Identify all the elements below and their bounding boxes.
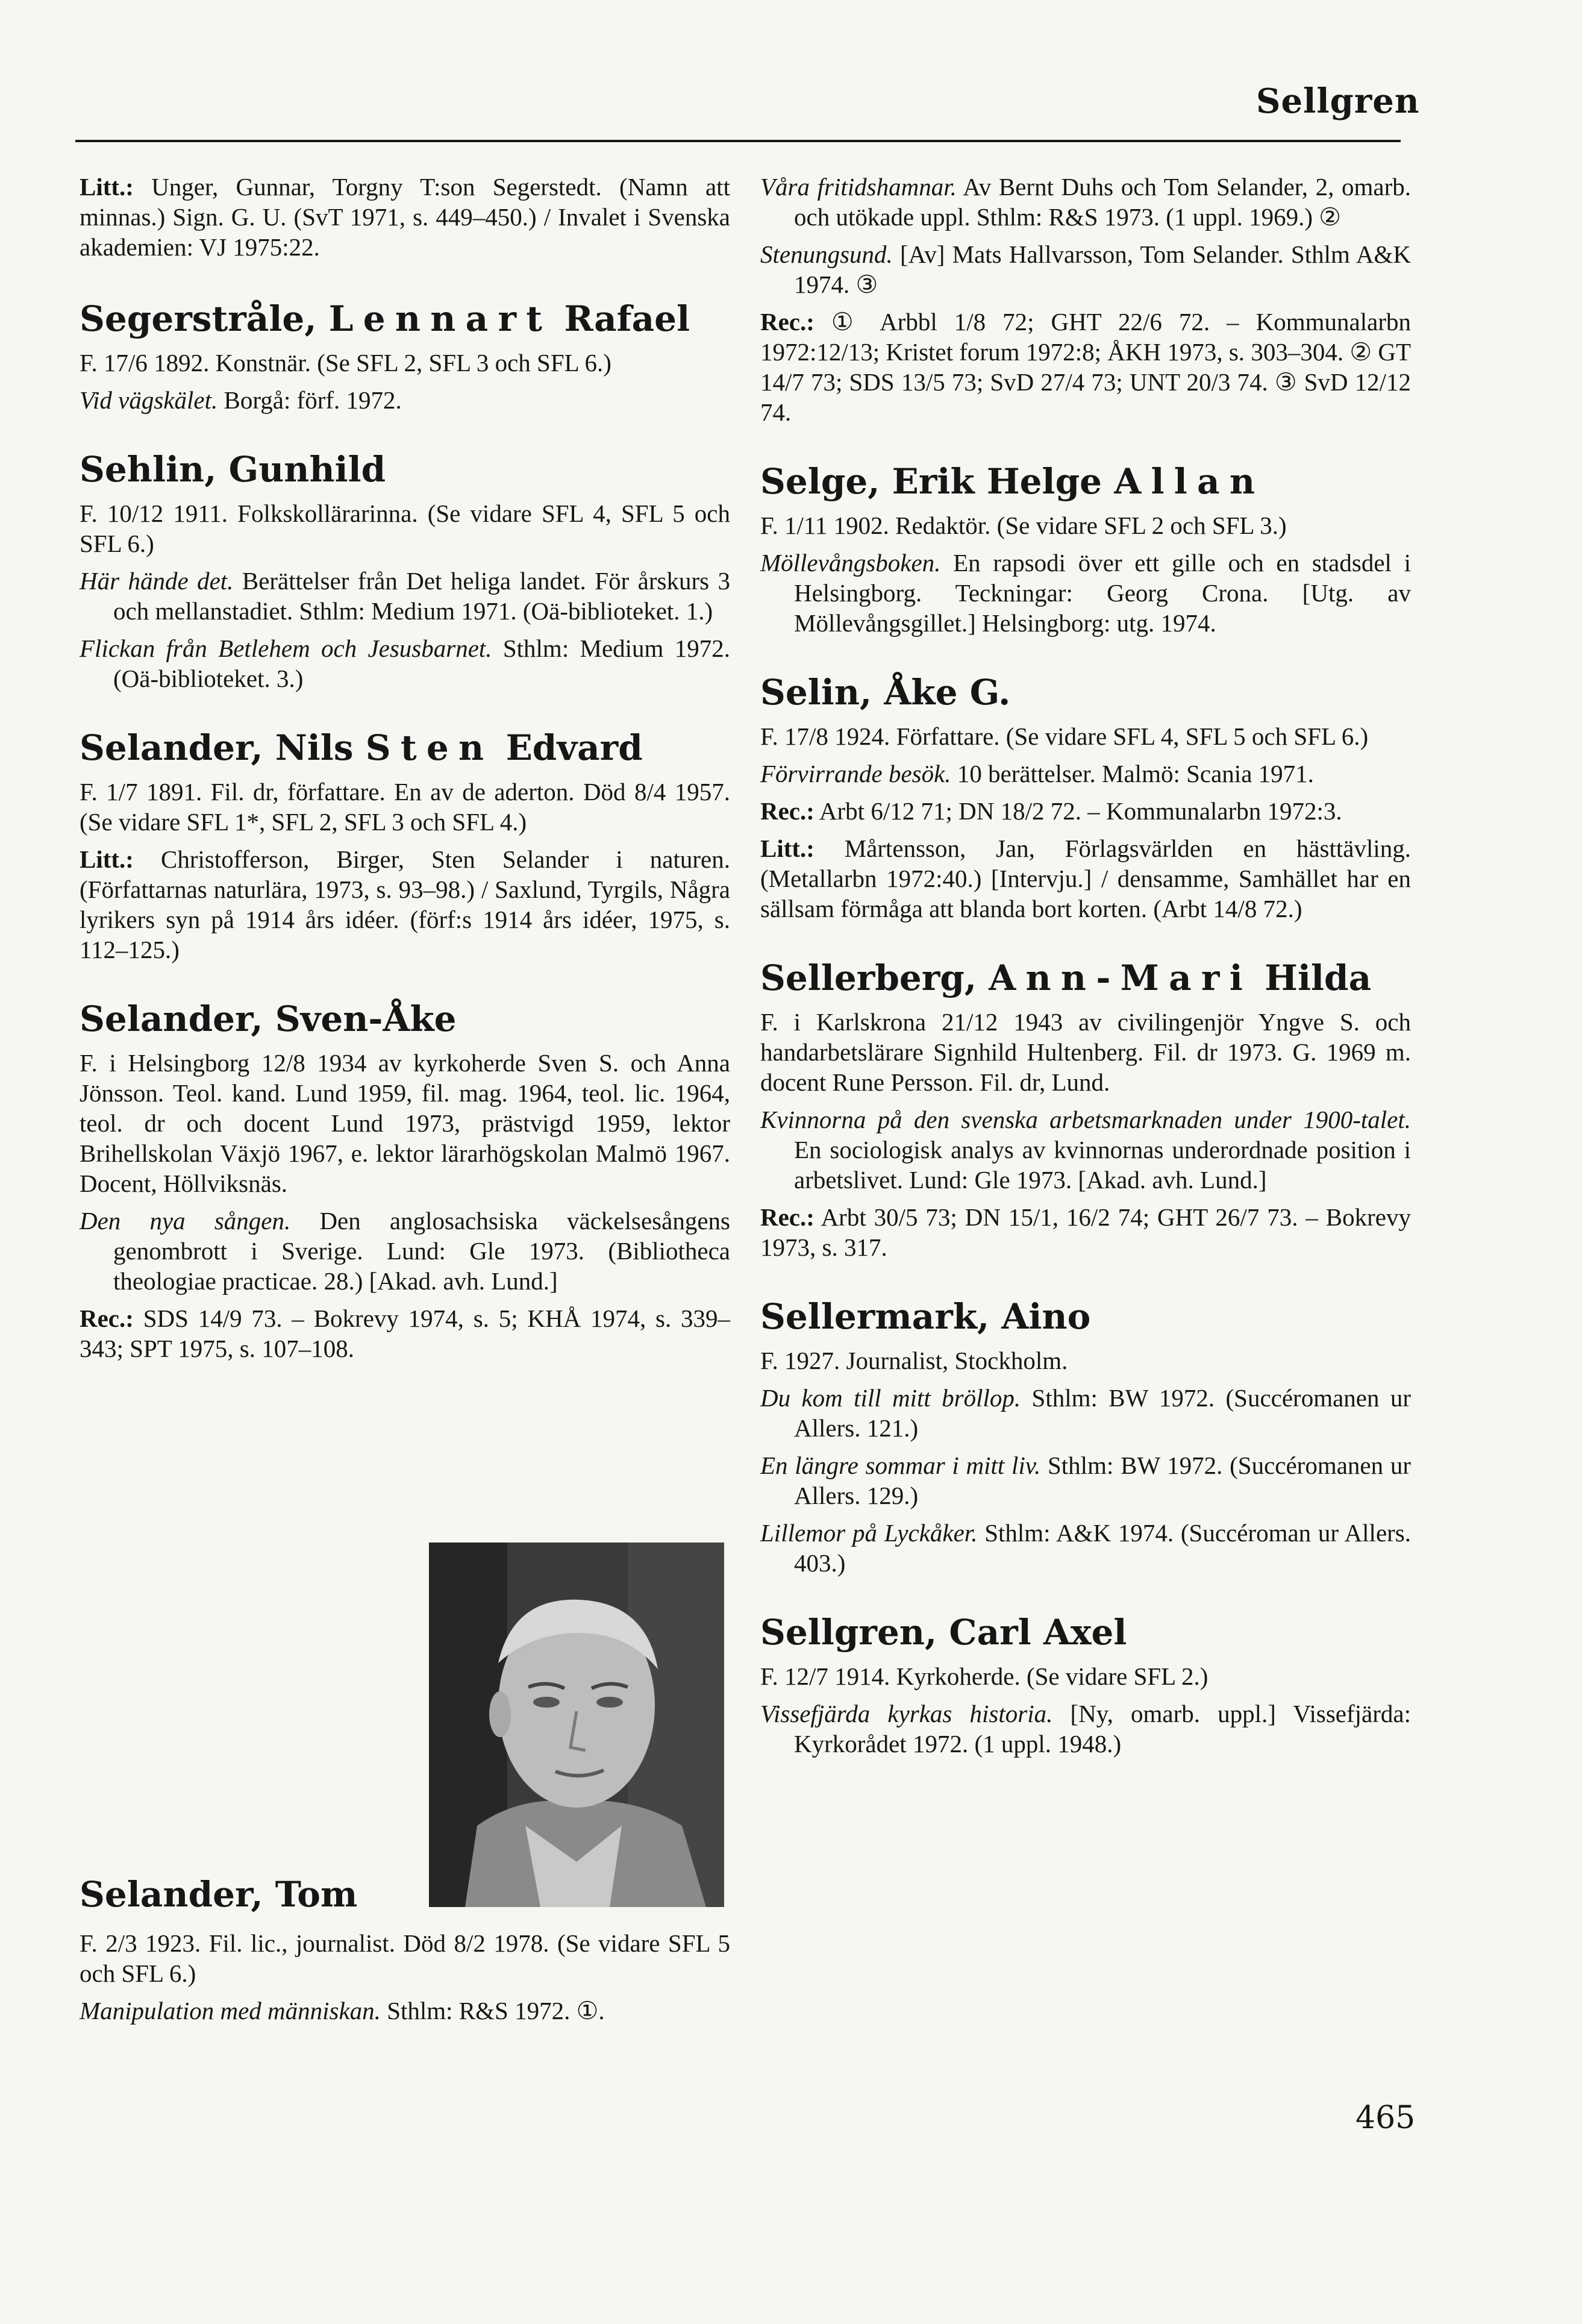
name-spaced: Allan (1114, 461, 1265, 502)
work-details: Sthlm: A&K 1974. (Succéroman ur Allers. 403.) (794, 1519, 1411, 1577)
right-column (760, 172, 1411, 1793)
rec-label: Rec.: (760, 308, 814, 336)
work-details: Sthlm: Medium 1972. (Oä-biblioteket. 3.) (113, 634, 730, 692)
entry-heading (760, 957, 1411, 998)
work-title: Flickan från Betlehem och Jesusbarnet. (80, 634, 492, 662)
work-title: Du kom till mitt bröllop. (760, 1384, 1021, 1412)
work (80, 633, 730, 694)
work-title: Kvinnorna på den svenska arbetsmarknaden under 1900-talet. (760, 1106, 1411, 1133)
work (760, 1518, 1411, 1578)
entry-heading (80, 727, 730, 768)
portrait-photo (429, 1543, 724, 1907)
name-part: Edvard (493, 727, 643, 768)
litt-text: Christofferson, Birger, Sten Selander i naturen. (Författarnas naturlära, 1973, s. 93–98.) / Saxlund, Tyrgils, Några lyrikers syn på 1914 års idéer. (förf:s 1914 års idéer, 1975, s. 112–125.) (80, 845, 730, 963)
bio: F. 2/3 1923. Fil. lic., journalist. Död 8/2 1978. (Se vidare SFL 5 och SFL 6.) (80, 1929, 730, 1987)
work-title: Den nya sången. (80, 1207, 291, 1235)
litt-text: Unger, Gunnar, Torgny T:son Segerstedt. (Namn att minnas.) Sign. G. U. (SvT 1971, s. 449–450.) / Invalet i Svenska akademien: VJ 1975:22. (80, 173, 731, 261)
bio: F. 1927. Journalist, Stockholm. (760, 1347, 1068, 1374)
bio: F. i Helsingborg 12/8 1934 av kyrkoherde Sven S. och Anna Jönsson. Teol. kand. Lund 1959, fil. mag. 1964, teol. lic. 1964, teol. dr och docent Lund 1973, prästvigd 1959, lektor Brihellskolan Växjö 1967, e. lektor lärarhögskolan Malmö 1967. Docent, Höllviksnäs. (80, 1049, 730, 1197)
work (80, 1996, 730, 2026)
work (80, 1206, 730, 1296)
entry-sehlin (80, 449, 730, 694)
entry-sellermark (760, 1296, 1411, 1578)
work-details: 10 berättelser. Malmö: Scania 1971. (951, 760, 1314, 788)
rec-line (760, 1202, 1411, 1262)
bio: F. 1/7 1891. Fil. dr, författare. En av de aderton. Död 8/4 1957. (Se vidare SFL 1*, SFL 2, SFL 3 och SFL 4.) (80, 778, 730, 836)
work-details: Sthlm: BW 1972. (Succéromanen ur Allers. 121.) (794, 1384, 1412, 1442)
rec-line (80, 1303, 730, 1364)
rec-label: Rec.: (760, 1203, 814, 1231)
work-title: Vid vägskälet. (80, 386, 218, 414)
work-details: Av Bernt Duhs och Tom Selander, 2, omarb. och utökade uppl. Sthlm: R&S 1973. (1 uppl. 1969.) ② (794, 173, 1411, 231)
work (80, 385, 730, 415)
litt-label: Litt.: (80, 845, 134, 873)
litt-line: Litt.: Unger, Gunnar, Torgny T:son Segerstedt. (Namn att minnas.) Sign. G. U. (SvT 1971, s. 449–450.) / Invalet i Svenska akademien: VJ 1975:22. (80, 173, 731, 261)
name-part: Selge, Erik Helge (760, 461, 1115, 502)
work-details: [Ny, omarb. uppl.] Vissefjärda: Kyrkorådet 1972. (1 uppl. 1948.) (794, 1700, 1411, 1758)
name-spaced: Ann-Mari (989, 957, 1252, 998)
entry-selin (760, 672, 1411, 924)
bio: F. i Karlskrona 21/12 1943 av civilingenjör Yngve S. och handarbetslärare Signhild Hultenberg. Fil. dr 1973. G. 1969 m. docent Rune Persson. Fil. dr, Lund. (760, 1008, 1411, 1096)
entry-segerstedt-litt (80, 172, 730, 262)
name-part: Selander, Nils (80, 727, 366, 768)
entry-heading: Selin, Åke G. (760, 672, 1011, 713)
entry-heading: Sellgren, Carl Axel (760, 1612, 1127, 1653)
rec-line (760, 796, 1411, 826)
name-spaced: Lennart (328, 298, 552, 339)
work (760, 1383, 1411, 1443)
work (760, 1699, 1411, 1759)
rec-line (760, 307, 1411, 427)
entry-sellgren (760, 1612, 1411, 1759)
name-part: Sellerberg, (760, 957, 989, 998)
work-details: Sthlm: R&S 1972. ①. (380, 1997, 605, 2025)
rec-text: ① Arbbl 1/8 72; GHT 22/6 72. – Kommunalarbn 1972:12/13; Kristet forum 1972:8; ÅKH 1973, s. 303–304. ② GT 14/7 73; SDS 13/5 73; SvD 27/4 73; UNT 20/3 74. ③ SvD 12/12 74. (760, 308, 1411, 426)
work-title: En längre sommar i mitt liv. (760, 1452, 1041, 1479)
entry-heading: Selander, Sven-Åke (80, 998, 457, 1039)
work-details: Borgå: förf. 1972. (217, 386, 402, 414)
work-details: Berättelser från Det heliga landet. För årskurs 3 och mellanstadiet. Sthlm: Medium 1971. (Oä-biblioteket. 1.) (113, 567, 730, 625)
work (760, 548, 1411, 638)
work-title: Lillemor på Lyckåker. (760, 1519, 978, 1547)
work-details: En sociologisk analys av kvinnornas underordnade position i arbetslivet. Lund: Gle 1973. [Akad. avh. Lund.] (794, 1136, 1411, 1194)
bio: F. 1/11 1902. Redaktör. (Se vidare SFL 2 och SFL 3.) (760, 512, 1287, 539)
work-details: Sthlm: BW 1972. (Succéromanen ur Allers. 129.) (794, 1452, 1412, 1509)
entry-heading: Sellermark, Aino (760, 1296, 1091, 1337)
litt-line (80, 844, 730, 965)
entry-selander-tom-continued (760, 172, 1411, 427)
litt-line (760, 833, 1411, 924)
bio: F. 12/7 1914. Kyrkoherde. (Se vidare SFL 2.) (760, 1662, 1208, 1690)
work-title: Vissefjärda kyrkas historia. (760, 1700, 1053, 1727)
litt-text: Mårtensson, Jan, Förlagsvärlden en hästtävling. (Metallarbn 1972:40.) [Intervju.] / densamme, Samhället har en sällsam förmåga att blanda bort korten. (Arbt 14/8 72.) (760, 835, 1411, 922)
bio: F. 17/6 1892. Konstnär. (Se SFL 2, SFL 3 och SFL 6.) (80, 349, 611, 377)
entry-selander-nils (80, 727, 730, 965)
entry-selander-svenake (80, 998, 730, 1364)
entry-heading: Selander, Tom (80, 1874, 358, 1915)
work (80, 566, 730, 626)
entry-segerstrale (80, 298, 730, 415)
rec-label: Rec.: (760, 797, 814, 825)
work (760, 172, 1411, 232)
work-title: Möllevångsboken. (760, 549, 941, 577)
entry-heading: Sehlin, Gunhild (80, 449, 386, 490)
name-part: Segerstråle, (80, 298, 329, 339)
running-head: Sellgren (1256, 81, 1420, 121)
work (760, 759, 1411, 789)
rec-text: Arbt 30/5 73; DN 15/1, 16/2 74; GHT 26/7 73. – Bokrevy 1973, s. 317. (760, 1203, 1411, 1261)
work-title: Här hände det. (80, 567, 234, 595)
litt-label: Litt.: (760, 835, 814, 862)
name-spaced: Sten (365, 727, 494, 768)
work (760, 239, 1411, 299)
name-part: Rafael (552, 298, 690, 339)
work (760, 1104, 1411, 1195)
work-title: Stenungsund. (760, 240, 893, 268)
portrait-graphic (429, 1543, 724, 1907)
header-rule (75, 140, 1401, 142)
rec-text: Arbt 6/12 71; DN 18/2 72. – Kommunalarbn 1972:3. (814, 797, 1342, 825)
work-title: Våra fritidshamnar. (760, 173, 957, 201)
entry-selander-tom (80, 1874, 730, 2033)
work-details: Den anglosachsiska väckelsesångens genombrott i Sverige. Lund: Gle 1973. (Bibliotheca theologiae practicae. 28.) [Akad. avh. Lund.] (113, 1207, 730, 1295)
name-part: Hilda (1252, 957, 1372, 998)
bio: F. 10/12 1911. Folkskollärarinna. (Se vidare SFL 4, SFL 5 och SFL 6.) (80, 500, 730, 557)
entry-heading (80, 298, 730, 339)
entry-selge (760, 461, 1411, 638)
rec-text: SDS 14/9 73. – Bokrevy 1974, s. 5; KHÅ 1974, s. 339–343; SPT 1975, s. 107–108. (80, 1305, 730, 1362)
work-title: Manipulation med människan. (80, 1997, 381, 2025)
page-number: 465 (1355, 2100, 1416, 2136)
entry-sellerberg (760, 957, 1411, 1262)
left-column (80, 172, 730, 1397)
work-title: Förvirrande besök. (760, 760, 951, 788)
bio: F. 17/8 1924. Författare. (Se vidare SFL 4, SFL 5 och SFL 6.) (760, 722, 1369, 750)
work-details: En rapsodi över ett gille och en stadsdel i Helsingborg. Teckningar: Georg Crona. [Utg. av Möllevångsgillet.] Helsingborg: utg. 1974. (794, 549, 1411, 637)
rec-label: Rec.: (80, 1305, 134, 1332)
work-details: [Av] Mats Hallvarsson, Tom Selander. Sthlm A&K 1974. ③ (794, 240, 1411, 298)
work (760, 1450, 1411, 1511)
entry-heading (760, 461, 1411, 502)
